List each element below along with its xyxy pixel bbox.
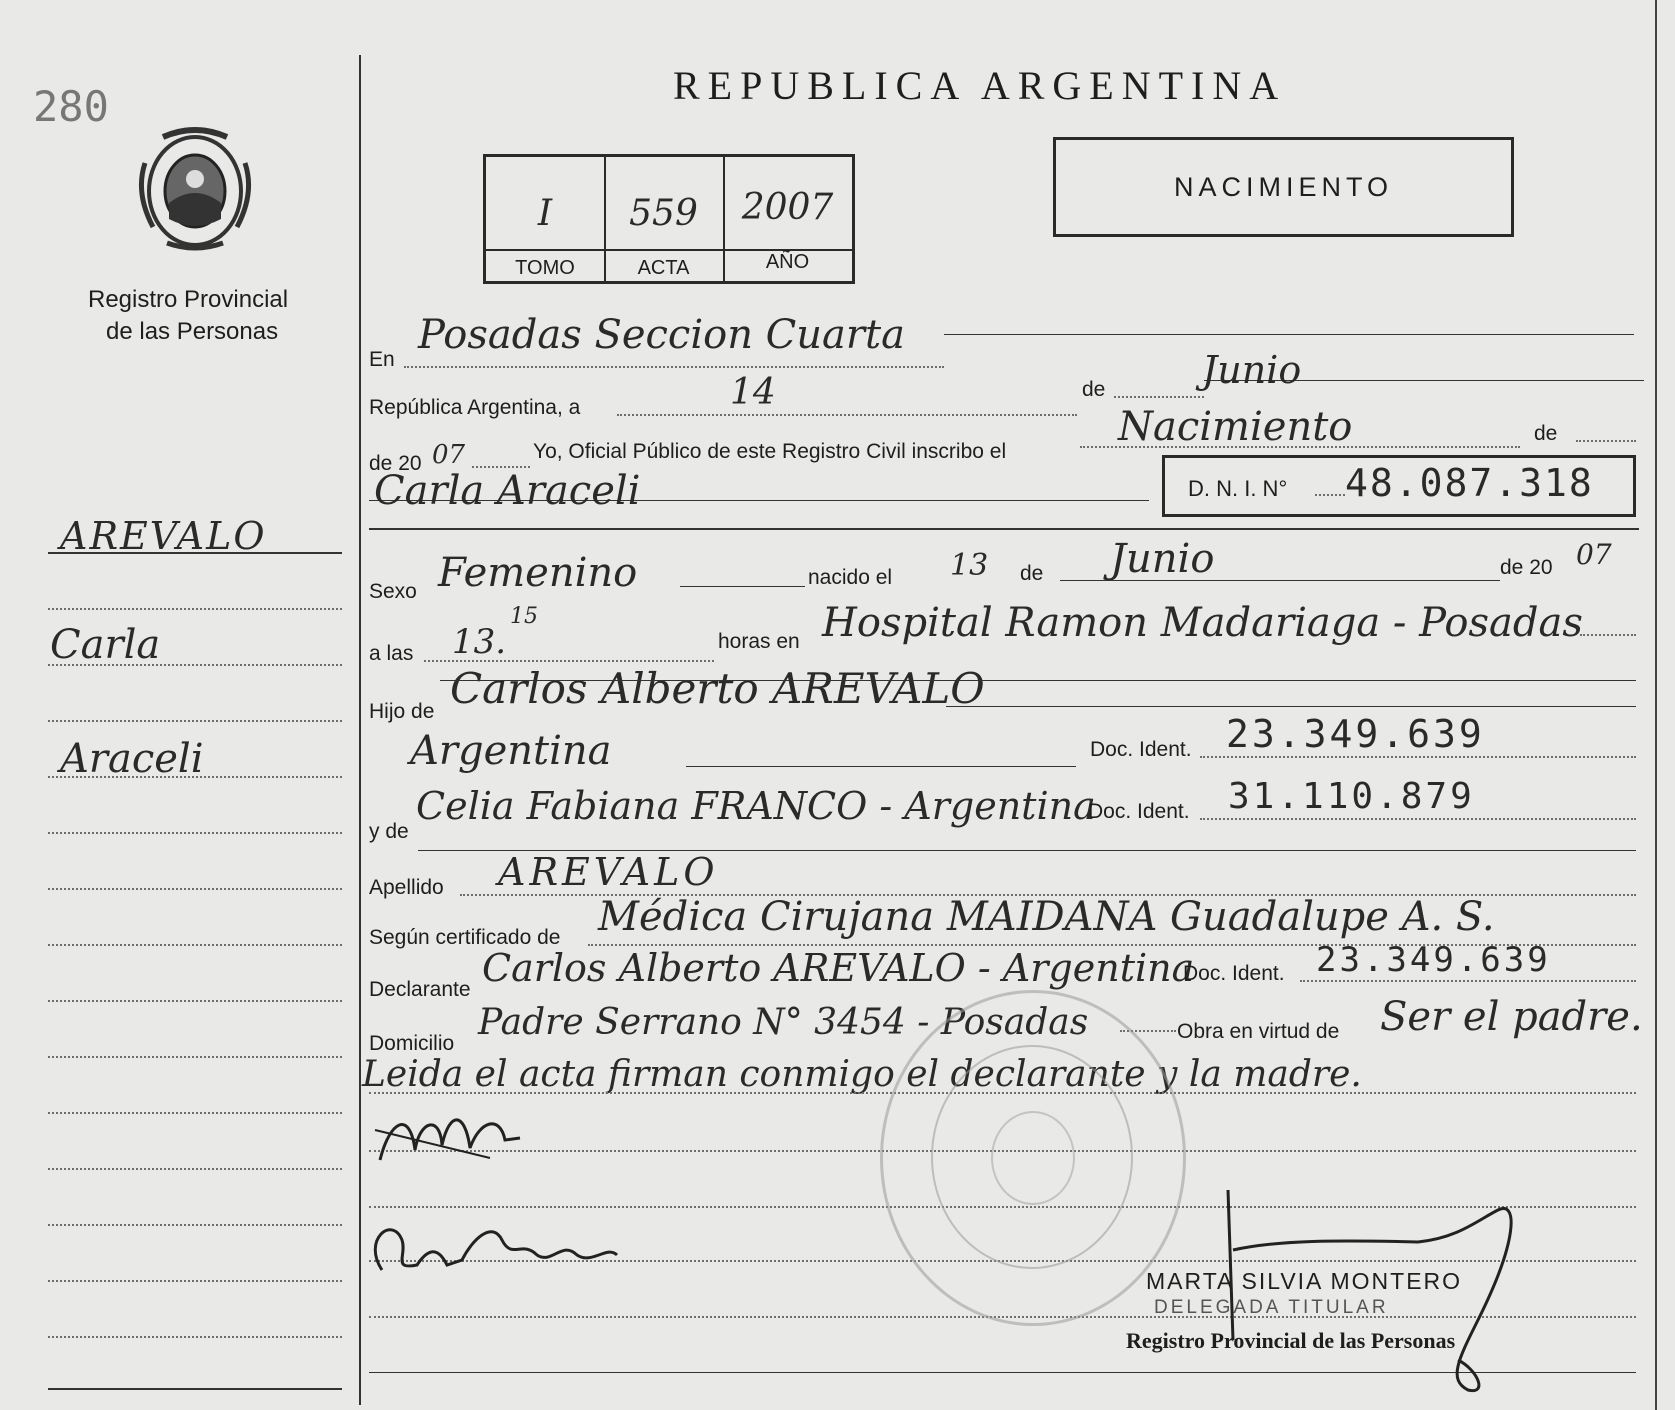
margin-apellido: AREVALO	[60, 514, 267, 558]
madre-doc: 31.110.879	[1228, 776, 1475, 817]
declarante-value: Carlos Alberto AREVALO - Argentina	[482, 946, 1195, 990]
certificado-label: Según certificado de	[369, 926, 561, 949]
official-seal	[880, 990, 1186, 1326]
month-value: Junio	[1202, 348, 1302, 392]
declarante-label: Declarante	[369, 978, 471, 1001]
page-edge-line	[1655, 0, 1657, 1410]
provincial-emblem-icon	[133, 123, 257, 253]
anio-value: 2007	[741, 187, 834, 228]
republica-label: República Argentina, a	[369, 396, 581, 419]
tomo-label: TOMO	[515, 257, 575, 279]
hora-minutes: 15	[510, 604, 538, 629]
en-value: Posadas Seccion Cuarta	[418, 312, 905, 358]
official-name: MARTA SILVIA MONTERO	[1146, 1268, 1463, 1294]
apellido-label: Apellido	[369, 876, 444, 899]
oficial-label: Yo, Oficial Público de este Registro Civil inscribo el	[533, 440, 1007, 463]
page-number: 280	[33, 82, 109, 131]
hijo-label: Hijo de	[369, 700, 435, 723]
de-label: de	[1082, 378, 1106, 401]
official-office: Registro Provincial de las Personas	[1126, 1328, 1456, 1353]
sexo-value: Femenino	[438, 550, 638, 596]
acta-label: ACTA	[637, 257, 690, 279]
nacido-month: Junio	[1110, 536, 1215, 582]
margin-nombre-2: Araceli	[60, 736, 204, 782]
column-divider	[359, 55, 361, 1405]
acta-value: 559	[629, 193, 698, 234]
official-role: DELEGADA TITULAR	[1154, 1297, 1389, 1318]
margin-nombre-1: Carla	[50, 622, 161, 668]
tomo-value: I	[537, 193, 553, 234]
nacido-year-label: de 20	[1500, 556, 1553, 579]
nacido-de-label: de	[1020, 562, 1044, 585]
apellido-value: AREVALO	[498, 850, 719, 894]
registry-name-line1: Registro Provincial	[88, 286, 289, 313]
padre-doc: 23.349.639	[1226, 712, 1485, 756]
madre-value: Celia Fabiana FRANCO - Argentina	[416, 784, 1096, 828]
lugar-value: Hospital Ramon Madariaga - Posadas	[822, 600, 1583, 646]
declarante-doc: 23.349.639	[1316, 940, 1551, 980]
nombre-value: Carla Araceli	[374, 468, 641, 514]
yde-label: y de	[369, 820, 409, 843]
obra-value: Ser el padre.	[1380, 994, 1643, 1040]
declarant-signature-icon	[370, 1100, 540, 1170]
year-prefix-label: de 20	[369, 452, 422, 475]
anio-label: AÑO	[765, 251, 810, 273]
mother-signature-icon	[362, 1210, 632, 1285]
padre-nacionalidad: Argentina	[410, 728, 612, 774]
year-suffix: 07	[432, 440, 466, 470]
dni-box	[1162, 455, 1636, 517]
country-title: REPUBLICA ARGENTINA	[673, 63, 1287, 108]
padre-value: Carlos Alberto AREVALO	[450, 664, 985, 713]
nacido-label: nacido el	[808, 566, 893, 589]
declarante-doc-label: Doc. Ident.	[1183, 962, 1285, 985]
domicilio-label: Domicilio	[369, 1032, 455, 1055]
certificado-value: Médica Cirujana MAIDANA Guadalupe A. S.	[598, 894, 1495, 940]
record-type-box: NACIMIENTO	[1053, 137, 1514, 237]
leida-value: Leida el acta firman conmigo el declarante y la madre.	[362, 1054, 1362, 1095]
madre-doc-label: Doc. Ident.	[1088, 800, 1190, 823]
padre-doc-label: Doc. Ident.	[1090, 738, 1192, 761]
dni-label: D. N. I. N°	[1188, 476, 1288, 501]
obra-label: Obra en virtud de	[1177, 1020, 1340, 1043]
domicilio-value: Padre Serrano N° 3454 - Posadas	[478, 1002, 1089, 1043]
en-label: En	[369, 348, 395, 371]
dni-value: 48.087.318	[1345, 461, 1594, 505]
alas-label: a las	[369, 642, 414, 665]
de-label-2: de	[1534, 422, 1558, 445]
sexo-label: Sexo	[369, 580, 417, 603]
record-box	[483, 154, 855, 284]
horas-en-label: horas en	[718, 630, 800, 653]
nacido-day: 13	[950, 548, 989, 583]
nacido-year: 07	[1576, 538, 1612, 571]
day-value: 14	[730, 372, 776, 413]
registry-name-line2: de las Personas	[106, 318, 279, 345]
hora-value: 13.	[452, 622, 507, 662]
inscribo-value: Nacimiento	[1118, 404, 1353, 450]
